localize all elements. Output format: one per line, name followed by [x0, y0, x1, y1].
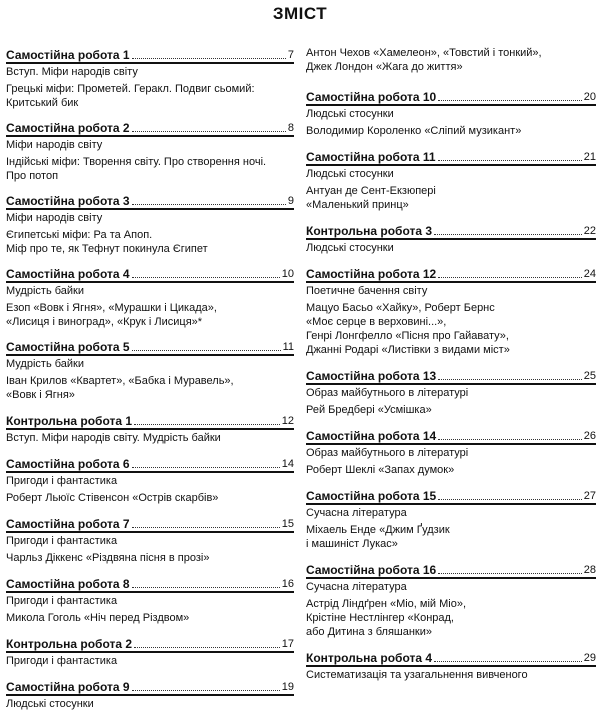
toc-entry — [6, 192, 294, 256]
page-number: 28 — [583, 564, 596, 576]
entry-title: Самостійна робота 5 — [6, 340, 130, 354]
content-line: Мацуо Басьо «Хайку», Роберт Бернс — [306, 302, 495, 314]
page-number: 8 — [287, 122, 294, 134]
page-number: 20 — [583, 91, 596, 103]
entry-header — [6, 455, 294, 473]
entry-title: Самостійна робота 4 — [6, 267, 130, 281]
entry-topic: Вступ. Міфи народів світу. Мудрість байки — [6, 432, 221, 444]
entry-content — [306, 463, 596, 477]
entry-header — [6, 575, 294, 593]
dot-leader — [134, 423, 280, 425]
entry-topic: Образ майбутнього в літературі — [306, 387, 469, 399]
toc-entry — [6, 265, 294, 329]
entry-title: Самостійна робота 14 — [306, 429, 437, 443]
entry-header — [6, 265, 294, 283]
entry-header — [306, 427, 596, 445]
content-line: Володимир Короленко «Сліпий музикант» — [306, 125, 522, 137]
content-line: Джанні Родарі «Листівки з видами міст» — [306, 344, 510, 356]
content-line: Грецькі міфи: Прометей. Геракл. Подвиг сьомий: — [6, 83, 255, 95]
page-number: 29 — [583, 652, 596, 664]
entry-content — [6, 228, 294, 256]
toc-entry — [306, 487, 596, 551]
page-number: 14 — [281, 458, 294, 470]
dot-leader — [132, 130, 286, 132]
content-line: Рей Бредбері «Усмішка» — [306, 404, 432, 416]
entry-header — [306, 265, 596, 283]
content-line: «Вовк і Ягня» — [6, 389, 75, 401]
toc-entry — [6, 338, 294, 402]
entry-title: Контрольна робота 4 — [306, 651, 433, 665]
page-number: 12 — [281, 415, 294, 427]
entry-title: Самостійна робота 16 — [306, 563, 437, 577]
content-line: Антуан де Сент-Екзюпері — [306, 185, 436, 197]
page-number: 16 — [281, 578, 294, 590]
entry-topic: Пригоди і фантастика — [6, 475, 118, 487]
dot-leader — [132, 466, 280, 468]
toc-left-column — [6, 46, 294, 714]
entry-topic: Сучасна література — [306, 507, 407, 519]
page-number: 10 — [281, 268, 294, 280]
entry-header — [306, 148, 596, 166]
dot-leader — [132, 526, 280, 528]
dot-leader — [132, 57, 286, 59]
entry-topic: Міфи народів світу — [6, 139, 103, 151]
toc-entry — [6, 678, 294, 711]
dot-leader — [438, 498, 582, 500]
entry-header — [306, 88, 596, 106]
entry-title: Самостійна робота 11 — [306, 150, 436, 164]
page-number: 24 — [583, 268, 596, 280]
dot-leader — [438, 438, 582, 440]
content-line: Микола Гоголь «Ніч перед Різдвом» — [6, 612, 190, 624]
toc-entry — [6, 46, 294, 110]
page-title: ЗМІСТ — [272, 4, 328, 23]
content-line: або Дитина з бляшанки» — [306, 626, 432, 638]
toc-entry — [6, 119, 294, 183]
entry-content — [6, 82, 294, 110]
dot-leader — [434, 660, 582, 662]
toc-entry — [306, 427, 596, 477]
entry-header — [6, 338, 294, 356]
entry-title: Самостійна робота 9 — [6, 680, 130, 694]
entry-content — [6, 155, 294, 183]
entry-title: Самостійна робота 10 — [306, 90, 437, 104]
toc-entry — [306, 561, 596, 639]
entry-topic: Мудрість байки — [6, 358, 84, 370]
dot-leader — [438, 99, 582, 101]
entry-header — [306, 487, 596, 505]
content-line: «Маленький принц» — [306, 199, 409, 211]
entry-title: Самостійна робота 3 — [6, 194, 130, 208]
entry-title: Самостійна робота 6 — [6, 457, 130, 471]
entry-header — [6, 46, 294, 64]
toc-entry — [306, 88, 596, 138]
entry-title: Контрольна робота 2 — [6, 637, 133, 651]
entry-title: Самостійна робота 2 — [6, 121, 130, 135]
content-line: Крістіне Нестлінгер «Конрад, — [306, 612, 454, 624]
content-line: Генрі Лонгфелло «Пісня про Гайавату», — [306, 330, 509, 342]
content-line: Міф про те, як Тефнут покинула Єгипет — [6, 243, 208, 255]
entry-content — [306, 301, 596, 357]
toc-entry — [306, 265, 596, 357]
page-number: 22 — [583, 225, 596, 237]
dot-leader — [132, 203, 286, 205]
entry-header — [6, 192, 294, 210]
entry-title: Самостійна робота 1 — [6, 48, 130, 62]
page-number: 21 — [583, 151, 596, 163]
dot-leader — [438, 276, 582, 278]
toc-entry — [6, 515, 294, 565]
toc-entry — [306, 148, 596, 212]
entry-title: Самостійна робота 15 — [306, 489, 437, 503]
entry-topic: Поетичне бачення світу — [306, 285, 428, 297]
entry-topic: Людські стосунки — [306, 168, 394, 180]
entry-topic: Вступ. Міфи народів світу — [6, 66, 138, 78]
toc-entry — [6, 575, 294, 625]
entry-topic: Пригоди і фантастика — [6, 535, 118, 547]
entry-header — [6, 635, 294, 653]
dot-leader — [132, 689, 280, 691]
entry-content — [306, 184, 596, 212]
content-line: Роберт Шеклі «Запах думок» — [306, 464, 455, 476]
page-number: 11 — [282, 341, 294, 353]
entry-content — [306, 403, 596, 417]
entry-header — [306, 649, 596, 667]
dot-leader — [434, 233, 582, 235]
toc-entry — [306, 222, 596, 255]
content-line: Роберт Льюїс Стівенсон «Острів скарбів» — [6, 492, 219, 504]
entry-title: Самостійна робота 7 — [6, 517, 130, 531]
entry-header — [306, 367, 596, 385]
page-number: 9 — [287, 195, 294, 207]
entry-content — [306, 523, 596, 551]
entry-header — [6, 515, 294, 533]
entry-header — [6, 119, 294, 137]
page-number: 19 — [281, 681, 294, 693]
content-line: «Лисиця і виноград», «Крук і Лисиця»* — [6, 316, 203, 328]
content-line: Про потоп — [6, 170, 59, 182]
toc-entry — [6, 412, 294, 445]
entry-header — [306, 222, 596, 240]
page-number: 26 — [583, 430, 596, 442]
entry-topic: Образ майбутнього в літературі — [306, 447, 469, 459]
content-line: Чарльз Діккенс «Різдвяна пісня в прозі» — [6, 552, 210, 564]
page-number: 7 — [287, 49, 294, 61]
content-line: Джек Лондон «Жага до життя» — [306, 61, 463, 73]
entry-content — [6, 301, 294, 329]
dot-leader — [134, 646, 280, 648]
entry-header — [6, 678, 294, 696]
entry-title: Самостійна робота 8 — [6, 577, 130, 591]
entry-topic: Систематизація та узагальнення вивченого — [306, 669, 528, 681]
page-number: 15 — [281, 518, 294, 530]
entry-topic: Пригоди і фантастика — [6, 655, 118, 667]
entry-header — [306, 561, 596, 579]
entry-content — [6, 374, 294, 402]
entry-topic: Людські стосунки — [306, 242, 394, 254]
entry-topic: Пригоди і фантастика — [6, 595, 118, 607]
content-line: Індійські міфи: Творення світу. Про створення ночі. — [6, 156, 267, 168]
entry-title: Самостійна робота 13 — [306, 369, 437, 383]
page-number: 27 — [583, 490, 596, 502]
entry-header — [6, 412, 294, 430]
toc-right-column — [306, 46, 596, 685]
dot-leader — [132, 586, 280, 588]
entry-content — [6, 611, 294, 625]
content-line: «Моє серце в верховині...», — [306, 316, 447, 328]
entry-topic: Сучасна література — [306, 581, 407, 593]
entry-title: Контрольна робота 1 — [6, 414, 133, 428]
entry-topic: Людські стосунки — [6, 698, 94, 710]
entry-topic: Мудрість байки — [6, 285, 84, 297]
toc-entry — [6, 455, 294, 505]
dot-leader — [438, 159, 582, 161]
entry-content — [306, 124, 596, 138]
content-line: і машиніст Лукас» — [306, 538, 398, 550]
dot-leader — [438, 572, 582, 574]
entry-topic: Міфи народів світу — [6, 212, 103, 224]
content-line: Іван Крилов «Квартет», «Бабка і Муравель», — [6, 375, 234, 387]
content-line: Езоп «Вовк і Ягня», «Мурашки і Цикада», — [6, 302, 217, 314]
dot-leader — [132, 276, 280, 278]
continued-content — [306, 46, 596, 74]
content-line: Критський бик — [6, 97, 79, 109]
entry-content — [6, 551, 294, 565]
content-line: Астрід Ліндґрен «Міо, мій Міо», — [306, 598, 467, 610]
entry-title: Самостійна робота 12 — [306, 267, 437, 281]
page-number: 25 — [583, 370, 596, 382]
entry-topic: Людські стосунки — [306, 108, 394, 120]
dot-leader — [438, 378, 582, 380]
entry-title: Контрольна робота 3 — [306, 224, 433, 238]
entry-content — [306, 597, 596, 639]
page-number: 17 — [281, 638, 294, 650]
dot-leader — [132, 349, 281, 351]
content-line: Міхаель Енде «Джим Ґудзик — [306, 524, 450, 536]
toc-entry — [306, 367, 596, 417]
content-line: Єгипетські міфи: Ра та Апоп. — [6, 229, 153, 241]
content-line: Антон Чехов «Хамелеон», «Товстий і тонкий», — [306, 47, 542, 59]
toc-entry — [6, 635, 294, 668]
entry-content — [6, 491, 294, 505]
toc-entry — [306, 649, 596, 682]
